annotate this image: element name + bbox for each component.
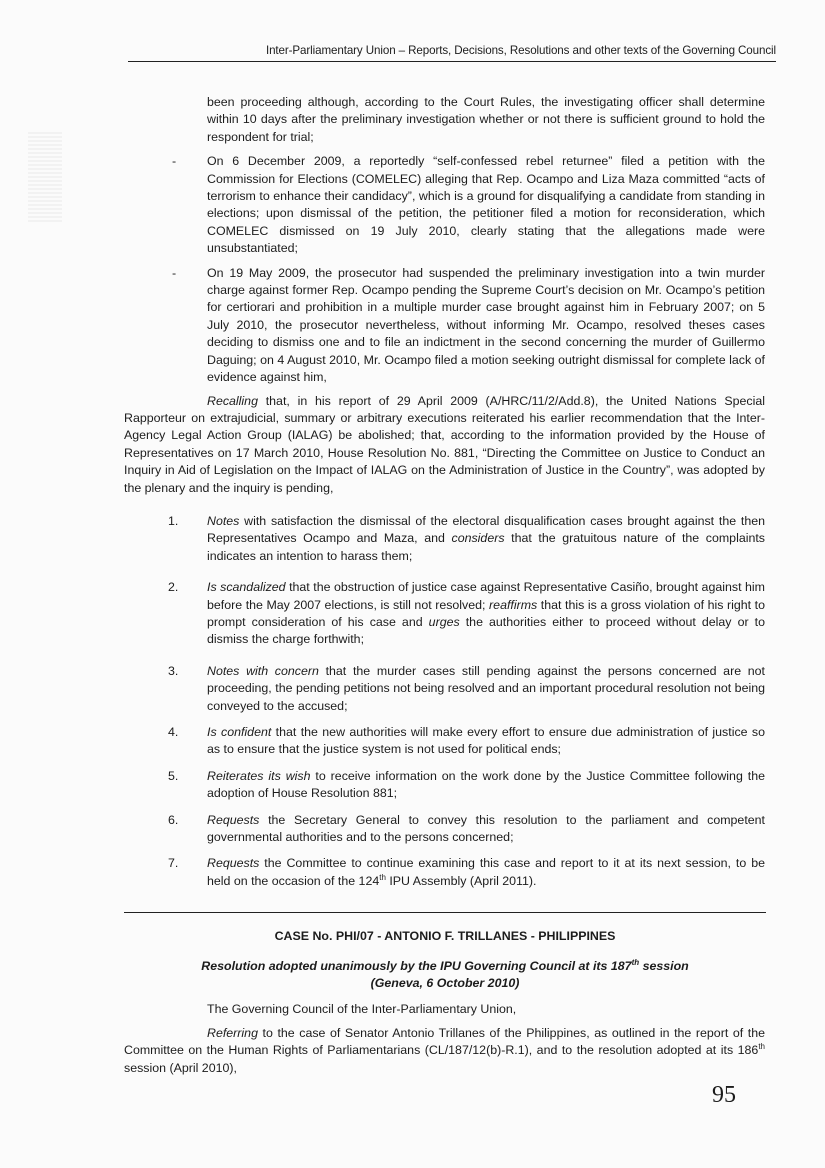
page-number: 95: [712, 1082, 736, 1108]
dash-item-text: On 19 May 2009, the prosecutor had suspended the preliminary investigation into a twin murder charge against former Rep. Ocampo pending the Supreme Court’s decision on Mr. Ocampo’s petition for certiorari and prohibition in a multiple murder case brought against him in February 2007; on 5 July 2010, the prosecutor nevertheless, without informing Mr. Ocampo, resolved theses cases deciding to dismiss one and to file an indictment in the second concerning the murder of Guillermo Daguing; on 4 August 2010, Mr. Ocampo filed a motion seeking outright dismissal for complete lack of evidence against him,: [207, 265, 765, 385]
operative-item-2: [124, 579, 765, 649]
item-number: 6.: [168, 812, 179, 827]
item-text: [207, 812, 765, 847]
case-title: CASE No. PHI/07 - ANTONIO F. TRILLANES - PHILIPPINES: [274, 929, 616, 943]
operative-item-4: [124, 724, 765, 759]
resolution-body: [124, 94, 765, 890]
operative-item-3: [124, 663, 765, 715]
recalling-text: that, in his report of 29 April 2009 (A/HRC/11/2/Add.8), the United Nations Special Rapporteur on extrajudicial, summary or arbitrary executions reiterated his earlier recommendation that the Inter-Agency Legal Action Group (IALAG) be abolished; that, according to the information provided by the House of Representatives on 17 March 2010, House Resolution No. 881, “Directing the Committee on Justice to Conduct an Inquiry in Aid of Legislation on the Impact of IALAG on the Administration of Justice in the Country”, was adopted by the plenary and the inquiry is pending,: [124, 393, 765, 495]
item-lead: Is confident: [207, 725, 272, 739]
item-emphasis: reaffirms: [489, 597, 538, 612]
item-body: the Secretary General to convey this resolution to the parliament and competent governmental authorities and to the persons concerned;: [207, 812, 765, 845]
referring-paragraph: [124, 1025, 765, 1077]
dash-bullet: -: [172, 154, 177, 169]
operative-item-5: [124, 768, 765, 803]
item-body: with satisfaction the dismissal of the electoral disqualification cases brought against the then Representatives Ocampo and Maza, and: [207, 513, 765, 546]
ordinal-suffix: th: [758, 1042, 765, 1052]
item-body: that the new authorities will make every effort to ensure due administration of justice so as to ensure that the justice system is not used for political ends;: [207, 725, 765, 757]
item-number: 7.: [168, 856, 179, 871]
item-lead: Notes with concern: [207, 663, 319, 678]
item-emphasis: urges: [428, 614, 460, 629]
resolution-subtitle: [124, 958, 766, 992]
item-body: that this is a gross violation of his right to prompt consideration of his case and: [207, 597, 765, 629]
item-body: the authorities either to proceed without delay or to dismiss the charge forthwith;: [207, 614, 765, 647]
item-body: the Committee to continue examining this case and report to it at its next session, to be held on the occasion of the 124: [207, 856, 765, 888]
operative-item-6: [124, 812, 765, 847]
operative-item-1: [124, 513, 765, 565]
subtitle-line-1: [124, 958, 766, 975]
item-text: [207, 768, 765, 803]
item-number: 3.: [168, 663, 179, 678]
item-text: [207, 724, 765, 759]
item-body: that the obstruction of justice case against Representative Casiño, brought against him before the May 2007 elections, is still not resolved;: [207, 580, 765, 612]
dash-item-text: On 6 December 2009, a reportedly “self-confessed rebel returnee” filed a petition with the Commission for Elections (COMELEC) alleging that Rep. Ocampo and Liza Maza committed “acts of terrorism to enhance their candidacy”, which is a ground for disqualifying a candidate from standing in elections; upon dismissal of the petition, the petitioner filed a motion for reconsideration, which COMELEC dismissed on 19 July 2010, clearly stating that the allegations made were unsubstantiated;: [207, 154, 765, 256]
item-number: 2.: [168, 580, 179, 595]
scan-artifact: [28, 132, 62, 222]
item-lead: Is scandalized: [207, 580, 286, 595]
item-lead: Requests: [207, 812, 260, 827]
item-text: [207, 513, 765, 565]
item-lead: Reiterates its wish: [207, 768, 311, 783]
item-text: [207, 855, 765, 890]
item-number: 1.: [168, 513, 179, 528]
continuation-paragraph: been proceeding although, according to the Court Rules, the investigating officer shall determine within 10 days after the preliminary investigation whether or not there is sufficient ground to hold the respondent for trial;: [207, 95, 765, 144]
item-body: that the gratuitous nature of the complaints indicates an intention to harass them;: [207, 531, 765, 563]
item-text: [207, 663, 765, 715]
item-lead: Notes: [207, 513, 240, 528]
item-number: 4.: [168, 725, 179, 739]
ordinal-suffix: th: [631, 957, 640, 967]
recalling-paragraph: [124, 393, 765, 497]
ordinal-suffix: th: [379, 872, 386, 882]
item-body: that the murder cases still pending against the persons concerned are not proceeding, the pending petitions not being resolved and an important procedural resolution not being conveyed to the accused;: [207, 663, 766, 713]
running-header: Inter-Parliamentary Union – Reports, Decisions, Resolutions and other texts of the Governing Council: [128, 44, 776, 62]
council-preamble: The Governing Council of the Inter-Parliamentary Union,: [207, 1002, 517, 1016]
subtitle-text: session: [639, 959, 689, 973]
item-emphasis: considers: [451, 531, 505, 546]
referring-text: to the case of Senator Antonio Trillanes of the Philippines, as outlined in the report of the Committee on the Human Rights of Parliamentarians (CL/187/12(b)-R.1), and to the resolution adopted at its 186: [124, 1026, 765, 1058]
referring-lead: Referring: [207, 1026, 258, 1040]
subtitle-text: Resolution adopted unanimously by the IPU Governing Council at its 187: [201, 959, 632, 973]
section-divider: [124, 912, 766, 913]
operative-item-7: [124, 855, 765, 890]
dash-list-item: [124, 153, 765, 257]
recalling-lead: Recalling: [207, 393, 258, 408]
referring-text: session (April 2010),: [124, 1060, 237, 1075]
item-body: to receive information on the work done by the Justice Committee following the adoption of House Resolution 881;: [207, 768, 765, 801]
subtitle-line-2: (Geneva, 6 October 2010): [370, 976, 520, 990]
dash-bullet: -: [172, 265, 177, 280]
item-number: 5.: [168, 768, 179, 783]
item-text: [207, 579, 765, 649]
item-lead: Requests: [207, 856, 260, 871]
item-body: IPU Assembly (April 2011).: [385, 873, 537, 888]
dash-list-item: [124, 265, 765, 387]
